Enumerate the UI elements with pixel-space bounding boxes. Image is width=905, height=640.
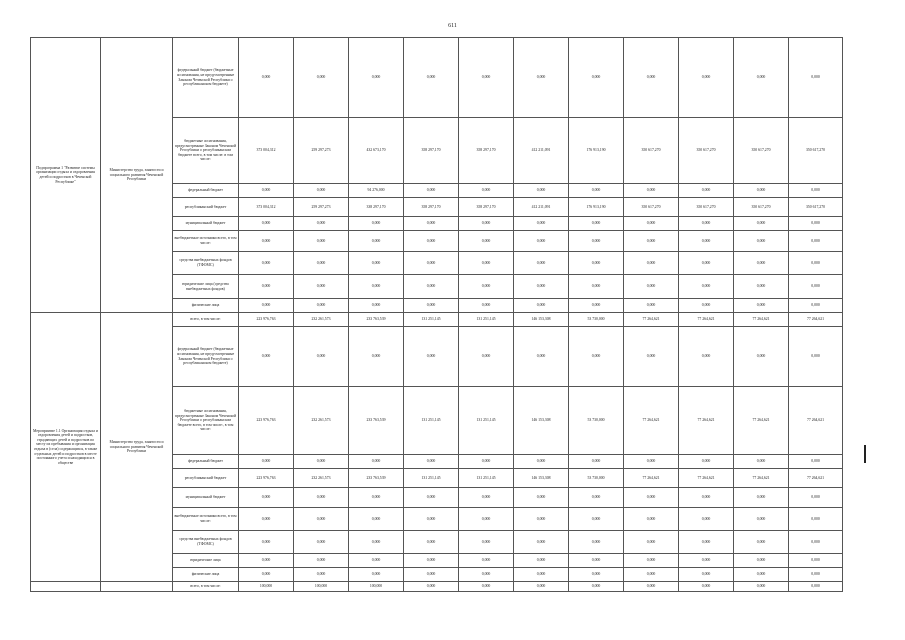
value-cell: 131 251,145 (459, 313, 514, 327)
program-name-cell (31, 582, 101, 592)
value-cell: 0,000 (789, 38, 843, 118)
value-cell: 0,000 (349, 231, 404, 252)
budget-table (30, 37, 843, 592)
value-cell: 77 264,621 (624, 387, 679, 455)
value-cell: 0,000 (294, 184, 349, 198)
value-cell: 0,000 (514, 184, 569, 198)
value-cell: 0,000 (789, 252, 843, 275)
value-cell: 0,000 (239, 184, 294, 198)
funding-source-cell: бюджетные ассигнования, предусмотренные Законом Чеченской Республики о республиканском бюджете всего, в том числе:, в том числе: (173, 387, 239, 455)
value-cell: 0,000 (679, 252, 734, 275)
value-cell: 0,000 (349, 455, 404, 469)
value-cell: 0,000 (624, 231, 679, 252)
value-cell: 0,000 (569, 582, 624, 592)
value-cell: 0,000 (404, 455, 459, 469)
value-cell: 0,000 (734, 508, 789, 531)
funding-source-cell: физические лица (173, 568, 239, 582)
value-cell: 0,000 (514, 488, 569, 508)
value-cell: 0,000 (514, 327, 569, 387)
value-cell: 233 763,539 (349, 387, 404, 455)
value-cell: 0,000 (349, 327, 404, 387)
value-cell: 0,000 (514, 275, 569, 299)
value-cell: 0,000 (239, 231, 294, 252)
value-cell: 0,000 (569, 252, 624, 275)
value-cell: 0,000 (459, 508, 514, 531)
value-cell: 77 264,621 (789, 387, 843, 455)
value-cell: 358 297,170 (404, 198, 459, 217)
value-cell: 0,000 (789, 582, 843, 592)
value-cell: 0,000 (294, 38, 349, 118)
value-cell: 0,000 (294, 217, 349, 231)
value-cell: 0,000 (294, 455, 349, 469)
value-cell: 0,000 (514, 455, 569, 469)
program-name-cell: Подпрограмма 1 "Развитие системы организации отдыха и оздоровления детей и подростков в Чеченской Республике" (31, 38, 101, 313)
value-cell: 100,000 (349, 582, 404, 592)
value-cell: 232 261,573 (294, 387, 349, 455)
value-cell: 0,000 (294, 531, 349, 554)
value-cell: 0,000 (569, 508, 624, 531)
text-cursor-mark (864, 445, 866, 463)
funding-source-cell: республиканский бюджет (173, 198, 239, 217)
value-cell: 176 913,190 (569, 118, 624, 184)
executor-cell: Министерство труда, занятости и социального развития Чеченской Республики (101, 313, 173, 582)
value-cell: 0,000 (459, 299, 514, 313)
value-cell: 77 264,621 (789, 469, 843, 488)
value-cell: 0,000 (404, 554, 459, 568)
value-cell: 358 297,170 (459, 198, 514, 217)
value-cell: 0,000 (459, 531, 514, 554)
value-cell: 0,000 (734, 531, 789, 554)
value-cell: 94 276,000 (349, 184, 404, 198)
value-cell: 0,000 (789, 299, 843, 313)
value-cell: 77 264,621 (679, 387, 734, 455)
value-cell: 77 264,621 (734, 387, 789, 455)
value-cell: 0,000 (679, 455, 734, 469)
value-cell: 146 153,308 (514, 313, 569, 327)
value-cell: 0,000 (294, 488, 349, 508)
value-cell: 0,000 (404, 184, 459, 198)
value-cell: 53 730,000 (569, 313, 624, 327)
value-cell: 0,000 (514, 554, 569, 568)
value-cell: 0,000 (239, 554, 294, 568)
value-cell: 0,000 (789, 231, 843, 252)
value-cell: 0,000 (294, 327, 349, 387)
value-cell: 131 251,145 (404, 469, 459, 488)
value-cell: 0,000 (624, 217, 679, 231)
value-cell: 0,000 (569, 568, 624, 582)
funding-source-cell: юридические лица (173, 554, 239, 568)
value-cell: 0,000 (624, 455, 679, 469)
value-cell: 0,000 (294, 568, 349, 582)
value-cell: 0,000 (239, 299, 294, 313)
value-cell: 0,000 (624, 488, 679, 508)
value-cell: 100,000 (239, 582, 294, 592)
funding-source-cell: федеральный бюджет (173, 455, 239, 469)
value-cell: 131 251,145 (404, 387, 459, 455)
value-cell: 0,000 (459, 568, 514, 582)
value-cell: 0,000 (679, 327, 734, 387)
value-cell: 0,000 (624, 531, 679, 554)
value-cell: 0,000 (404, 531, 459, 554)
funding-source-cell: федеральный бюджет (173, 184, 239, 198)
value-cell: 0,000 (459, 455, 514, 469)
value-cell: 0,000 (734, 252, 789, 275)
value-cell: 53 730,000 (569, 469, 624, 488)
value-cell: 0,000 (239, 275, 294, 299)
value-cell: 0,000 (569, 531, 624, 554)
table-row (31, 582, 843, 592)
value-cell: 0,000 (239, 217, 294, 231)
value-cell: 0,000 (239, 508, 294, 531)
value-cell: 0,000 (459, 231, 514, 252)
program-name-cell: Мероприятие 1.1 Организация отдыха и оздоровления детей и подростков, страдающих детей и подростков по месту их пребывания и организация отдыха в (села) содержащихся, в также отдельных детей и подростков в месте постоянного учета и находящихся в обществе (31, 313, 101, 582)
value-cell: 223 976,763 (239, 313, 294, 327)
value-cell: 0,000 (404, 568, 459, 582)
value-cell: 0,000 (789, 508, 843, 531)
value-cell: 233 763,539 (349, 469, 404, 488)
value-cell: 0,000 (679, 488, 734, 508)
value-cell: 358 297,170 (404, 118, 459, 184)
value-cell: 77 264,621 (734, 469, 789, 488)
value-cell: 0,000 (514, 231, 569, 252)
value-cell: 0,000 (514, 582, 569, 592)
value-cell: 0,000 (789, 217, 843, 231)
value-cell: 350 617,270 (679, 118, 734, 184)
value-cell: 0,000 (294, 231, 349, 252)
value-cell: 0,000 (679, 275, 734, 299)
value-cell: 0,000 (514, 217, 569, 231)
value-cell: 0,000 (789, 488, 843, 508)
value-cell: 0,000 (349, 568, 404, 582)
value-cell: 0,000 (514, 252, 569, 275)
value-cell: 0,000 (679, 217, 734, 231)
value-cell: 0,000 (679, 231, 734, 252)
value-cell: 0,000 (789, 184, 843, 198)
value-cell: 146 153,308 (514, 387, 569, 455)
value-cell: 358 297,170 (459, 118, 514, 184)
value-cell: 0,000 (404, 327, 459, 387)
value-cell: 0,000 (294, 508, 349, 531)
value-cell: 0,000 (624, 252, 679, 275)
value-cell: 350 617,270 (624, 198, 679, 217)
funding-source-cell: муниципальный бюджет (173, 217, 239, 231)
value-cell: 0,000 (569, 184, 624, 198)
value-cell: 350 617,270 (734, 198, 789, 217)
value-cell: 412 211,091 (514, 118, 569, 184)
value-cell: 0,000 (514, 531, 569, 554)
funding-source-cell: физические лица (173, 299, 239, 313)
value-cell: 0,000 (404, 582, 459, 592)
value-cell: 0,000 (679, 184, 734, 198)
value-cell: 77 264,621 (624, 469, 679, 488)
value-cell: 412 211,091 (514, 198, 569, 217)
value-cell: 0,000 (239, 488, 294, 508)
value-cell: 0,000 (624, 554, 679, 568)
funding-source-cell: всего, в том числе: (173, 313, 239, 327)
executor-cell: Министерство труда, занятости и социального развития Чеченской Республики (101, 38, 173, 313)
value-cell: 0,000 (569, 275, 624, 299)
funding-source-cell: муниципальный бюджет (173, 488, 239, 508)
value-cell: 0,000 (734, 327, 789, 387)
value-cell: 0,000 (734, 231, 789, 252)
value-cell: 350 617,270 (789, 198, 843, 217)
value-cell: 0,000 (679, 38, 734, 118)
value-cell: 53 730,000 (569, 387, 624, 455)
value-cell: 0,000 (679, 508, 734, 531)
value-cell: 0,000 (459, 275, 514, 299)
value-cell: 0,000 (679, 531, 734, 554)
funding-source-cell: республиканский бюджет (173, 469, 239, 488)
value-cell: 0,000 (734, 299, 789, 313)
value-cell: 0,000 (349, 554, 404, 568)
value-cell: 0,000 (679, 554, 734, 568)
value-cell: 0,000 (349, 531, 404, 554)
value-cell: 350 617,270 (624, 118, 679, 184)
value-cell: 0,000 (459, 38, 514, 118)
value-cell: 373 004,312 (239, 198, 294, 217)
value-cell: 350 617,270 (734, 118, 789, 184)
value-cell: 0,000 (404, 275, 459, 299)
value-cell: 0,000 (624, 38, 679, 118)
value-cell: 131 251,145 (404, 313, 459, 327)
value-cell: 0,000 (734, 488, 789, 508)
value-cell: 0,000 (239, 38, 294, 118)
value-cell: 0,000 (569, 231, 624, 252)
value-cell: 0,000 (624, 299, 679, 313)
value-cell: 0,000 (789, 455, 843, 469)
value-cell: 0,000 (404, 231, 459, 252)
value-cell: 0,000 (734, 568, 789, 582)
value-cell: 0,000 (459, 252, 514, 275)
value-cell: 0,000 (624, 508, 679, 531)
value-cell: 77 264,621 (789, 313, 843, 327)
funding-source-cell: бюджетные ассигнования, предусмотренные Законом Чеченской Республики о республиканском бюджете всего, в том числе: в том числе: (173, 118, 239, 184)
value-cell: 0,000 (734, 38, 789, 118)
value-cell: 0,000 (734, 554, 789, 568)
page-number: 611 (448, 23, 457, 29)
value-cell: 0,000 (239, 327, 294, 387)
value-cell: 0,000 (624, 327, 679, 387)
value-cell: 0,000 (569, 455, 624, 469)
value-cell: 0,000 (514, 568, 569, 582)
value-cell: 0,000 (514, 508, 569, 531)
value-cell: 0,000 (679, 582, 734, 592)
value-cell: 0,000 (624, 582, 679, 592)
value-cell: 338 297,170 (349, 198, 404, 217)
funding-source-cell: федеральный бюджет (бюджетные ассигнования, не предусмотренные Законом Чеченской Республики о республиканском бюджете) (173, 38, 239, 118)
executor-cell (101, 582, 173, 592)
value-cell: 0,000 (569, 38, 624, 118)
funding-source-cell: внебюджетные источники всего, в том числе: (173, 508, 239, 531)
value-cell: 146 153,308 (514, 469, 569, 488)
value-cell: 0,000 (569, 554, 624, 568)
value-cell: 0,000 (569, 217, 624, 231)
value-cell: 0,000 (569, 299, 624, 313)
value-cell: 100,000 (294, 582, 349, 592)
value-cell: 0,000 (349, 488, 404, 508)
table-row (31, 38, 843, 118)
value-cell: 0,000 (624, 568, 679, 582)
value-cell: 259 297,273 (294, 118, 349, 184)
value-cell: 223 976,763 (239, 469, 294, 488)
value-cell: 0,000 (789, 568, 843, 582)
budget-table-body (31, 38, 843, 592)
value-cell: 0,000 (239, 568, 294, 582)
value-cell: 0,000 (404, 217, 459, 231)
funding-source-cell: внебюджетные источники всего, в том числе: (173, 231, 239, 252)
value-cell: 259 297,273 (294, 198, 349, 217)
value-cell: 0,000 (294, 275, 349, 299)
value-cell: 0,000 (569, 488, 624, 508)
value-cell: 0,000 (349, 275, 404, 299)
funding-source-cell: федеральный бюджет (бюджетные ассигнования, не предусмотренные Законом Чеченской Республики о республиканском бюджете) (173, 327, 239, 387)
value-cell: 350 617,270 (679, 198, 734, 217)
value-cell: 131 251,145 (459, 387, 514, 455)
value-cell: 0,000 (459, 184, 514, 198)
value-cell: 0,000 (679, 568, 734, 582)
funding-source-cell: средства внебюджетных фондов (ТФОМС) (173, 252, 239, 275)
value-cell: 0,000 (349, 252, 404, 275)
value-cell: 0,000 (404, 299, 459, 313)
value-cell: 0,000 (624, 275, 679, 299)
value-cell: 0,000 (349, 299, 404, 313)
funding-source-cell: всего, в том числе: (173, 582, 239, 592)
value-cell: 0,000 (789, 327, 843, 387)
value-cell: 0,000 (349, 508, 404, 531)
value-cell: 176 913,190 (569, 198, 624, 217)
value-cell: 77 264,621 (679, 313, 734, 327)
value-cell: 0,000 (789, 554, 843, 568)
value-cell: 350 617,270 (789, 118, 843, 184)
value-cell: 77 264,621 (734, 313, 789, 327)
value-cell: 0,000 (404, 252, 459, 275)
value-cell: 0,000 (239, 455, 294, 469)
value-cell: 432 673,170 (349, 118, 404, 184)
value-cell: 0,000 (624, 184, 679, 198)
value-cell: 0,000 (459, 327, 514, 387)
value-cell: 0,000 (734, 217, 789, 231)
value-cell: 0,000 (404, 38, 459, 118)
value-cell: 233 763,539 (349, 313, 404, 327)
value-cell: 223 976,763 (239, 387, 294, 455)
funding-source-cell: юридические лица (средства внебюджетных фондов) (173, 275, 239, 299)
value-cell: 0,000 (679, 299, 734, 313)
value-cell: 0,000 (404, 488, 459, 508)
value-cell: 0,000 (734, 184, 789, 198)
value-cell: 0,000 (294, 554, 349, 568)
value-cell: 77 264,621 (679, 469, 734, 488)
value-cell: 0,000 (734, 582, 789, 592)
value-cell: 0,000 (349, 217, 404, 231)
table-row (31, 313, 843, 327)
value-cell: 131 251,145 (459, 469, 514, 488)
value-cell: 0,000 (514, 299, 569, 313)
value-cell: 373 004,312 (239, 118, 294, 184)
value-cell: 0,000 (789, 275, 843, 299)
value-cell: 0,000 (459, 217, 514, 231)
value-cell: 0,000 (459, 488, 514, 508)
funding-source-cell: средства внебюджетных фондов (ТФОМС) (173, 531, 239, 554)
value-cell: 232 261,573 (294, 469, 349, 488)
value-cell: 0,000 (459, 582, 514, 592)
value-cell: 0,000 (404, 508, 459, 531)
value-cell: 77 264,621 (624, 313, 679, 327)
value-cell: 232 261,573 (294, 313, 349, 327)
value-cell: 0,000 (514, 38, 569, 118)
value-cell: 0,000 (569, 327, 624, 387)
value-cell: 0,000 (734, 455, 789, 469)
value-cell: 0,000 (789, 531, 843, 554)
value-cell: 0,000 (349, 38, 404, 118)
value-cell: 0,000 (734, 275, 789, 299)
value-cell: 0,000 (294, 299, 349, 313)
value-cell: 0,000 (239, 252, 294, 275)
value-cell: 0,000 (294, 252, 349, 275)
value-cell: 0,000 (459, 554, 514, 568)
value-cell: 0,000 (239, 531, 294, 554)
